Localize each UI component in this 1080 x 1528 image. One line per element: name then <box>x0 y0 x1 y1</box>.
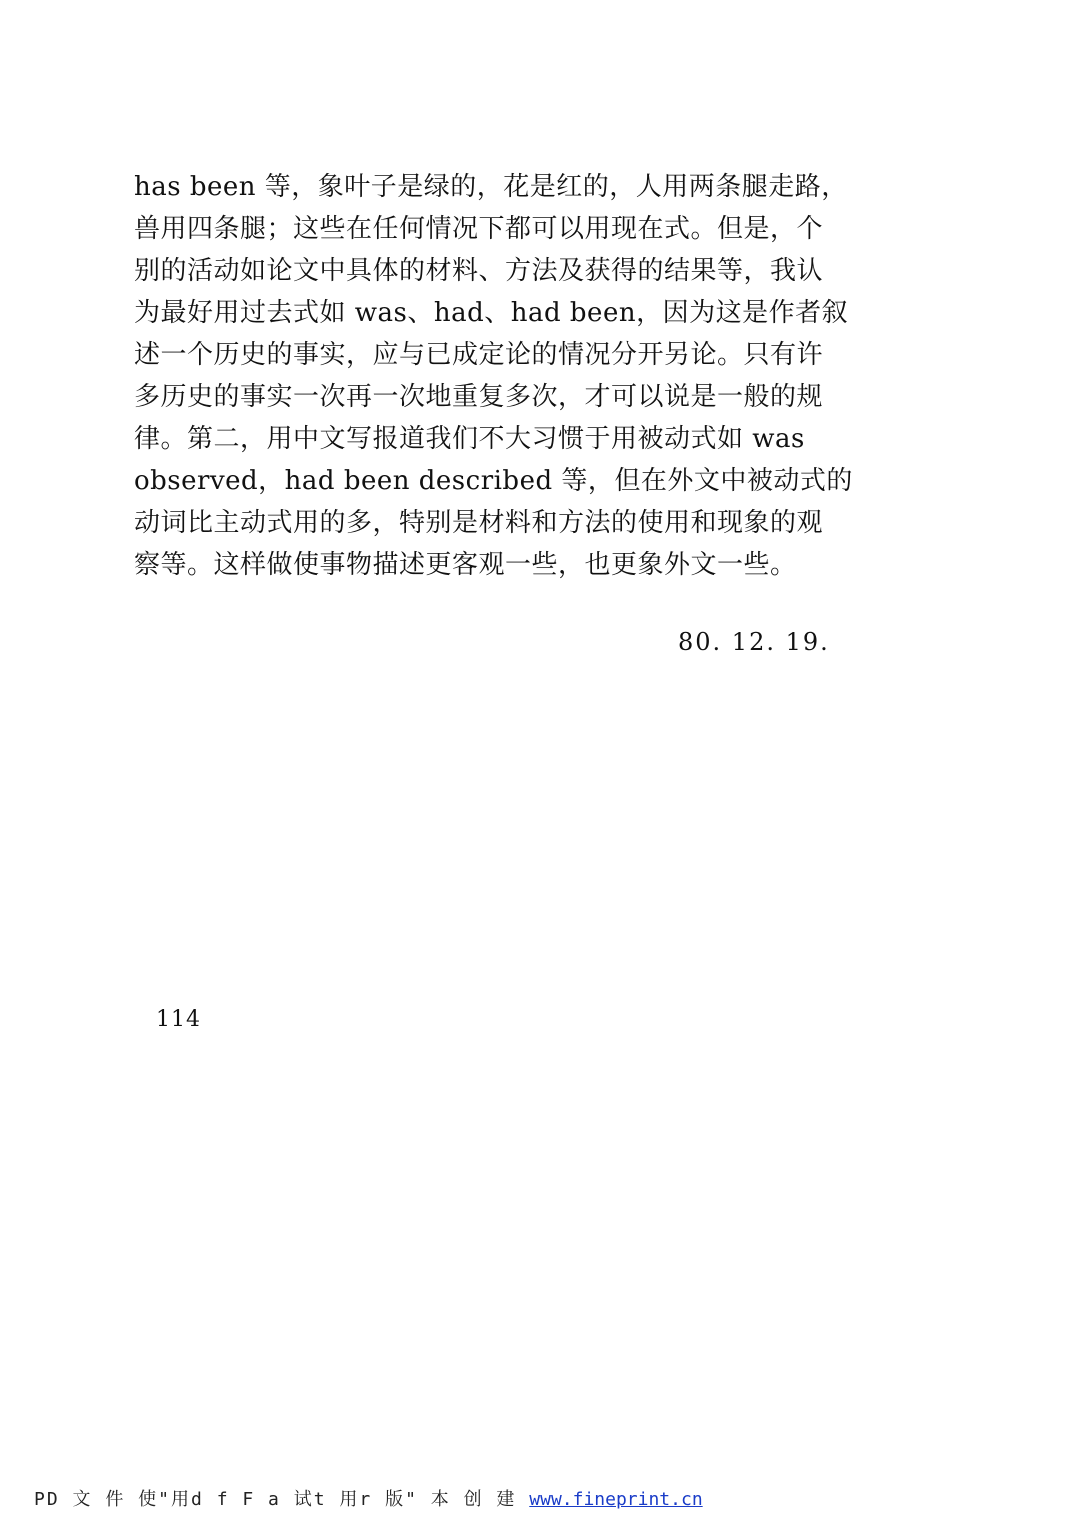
text-line: 为最好用过去式如 was、had、had been，因为这是作者叙 <box>134 298 849 328</box>
text-line: 多历史的事实一次再一次地重复多次，才可以说是一般的规 <box>134 382 824 412</box>
date-stamp: 80. 12. 19. <box>678 628 830 656</box>
page-number: 114 <box>156 1007 201 1032</box>
text-line: 察等。这样做使事物描述更客观一些，也更象外文一些。 <box>134 550 797 580</box>
pdf-watermark-footer <box>34 1486 703 1514</box>
text-line: 兽用四条腿；这些在任何情况下都可以用现在式。但是，个 <box>134 214 824 244</box>
text-line: 律。第二，用中文写报道我们不大习惯于用被动式如 was <box>134 424 805 454</box>
text-line: 述一个历史的事实，应与已成定论的情况分开另论。只有许 <box>134 340 824 370</box>
text-line: 动词比主动式用的多，特别是材料和方法的使用和现象的观 <box>134 508 824 538</box>
watermark-text: PD 文 件 使"用d f F a 试t 用r 版" 本 创 建 <box>34 1489 517 1510</box>
body-paragraph <box>134 166 904 586</box>
text-line: 别的活动如论文中具体的材料、方法及获得的结果等，我认 <box>134 256 824 286</box>
text-line: has been 等，象叶子是绿的，花是红的，人用两条腿走路， <box>134 172 848 202</box>
text-line: observed，had been described 等，但在外文中被动式的 <box>134 466 853 496</box>
fineprint-link[interactable]: www.fineprint.cn <box>529 1489 703 1510</box>
